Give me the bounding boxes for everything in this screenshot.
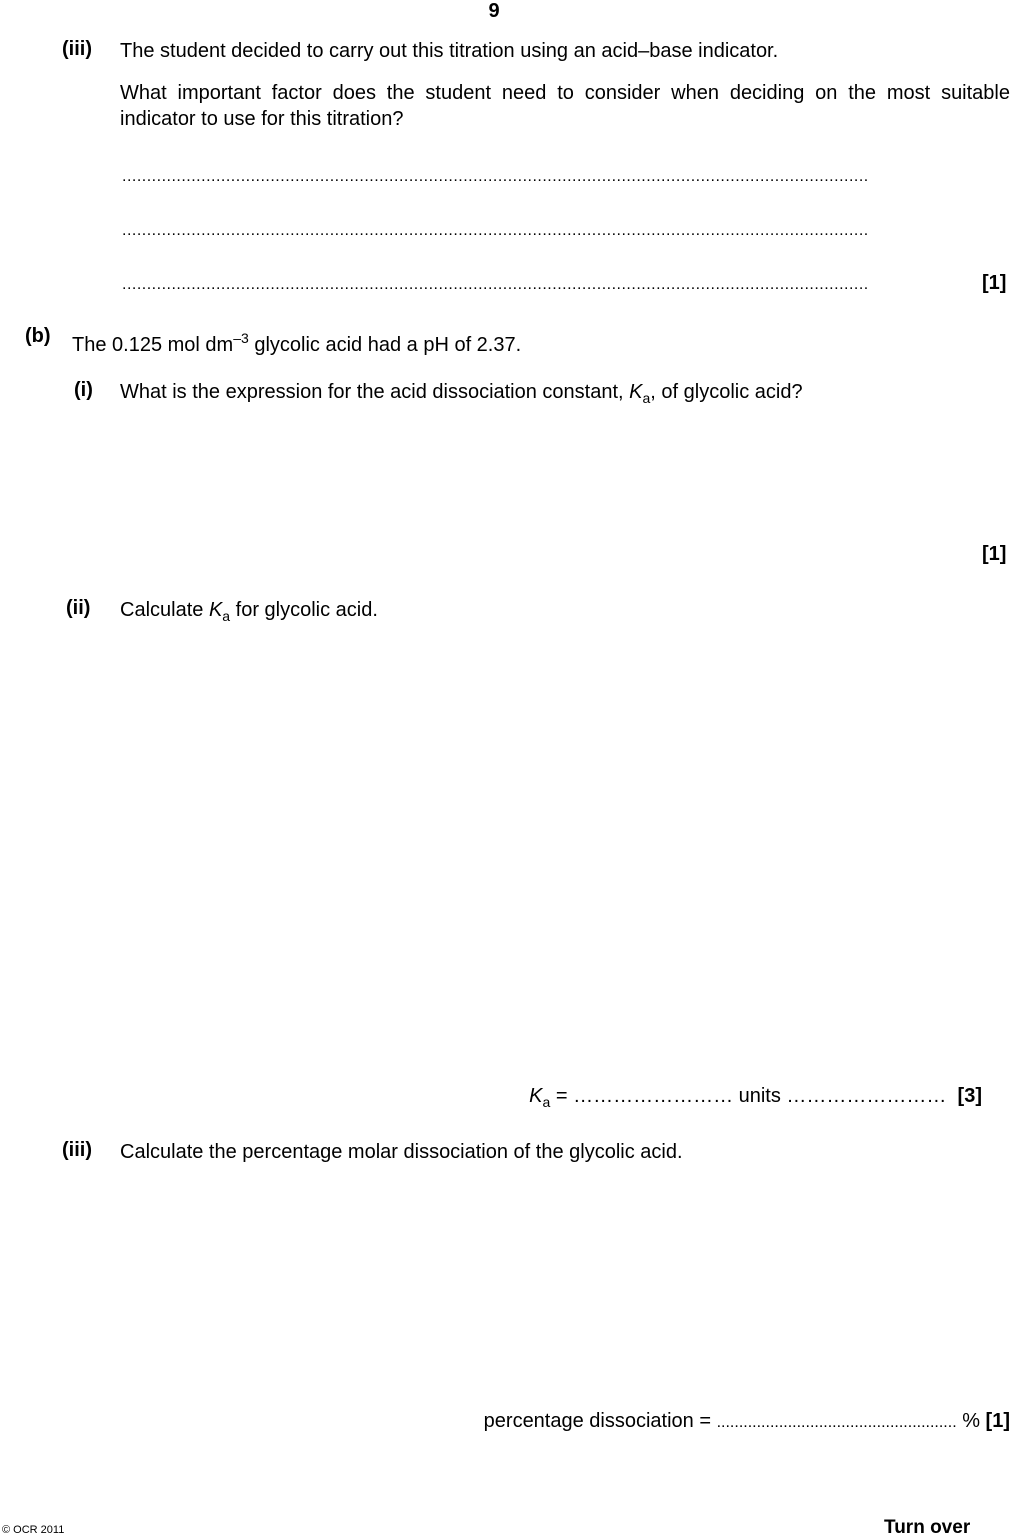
answer-line-2[interactable]: ....................................................................................................................................................... xyxy=(122,222,869,239)
turn-over: Turn over xyxy=(884,1517,971,1538)
question-label-b-iii: (iii) xyxy=(62,1139,92,1161)
units-value-field[interactable]: …………………… xyxy=(786,1085,947,1107)
marks-b-i: [1] xyxy=(982,543,1007,565)
units-label: units xyxy=(733,1085,787,1107)
marks-a-iii: [1] xyxy=(982,272,1007,294)
marks-b-ii: [3] xyxy=(957,1085,982,1107)
question-text-b xyxy=(72,325,972,358)
question-label-b: (b) xyxy=(25,325,51,347)
answer-line-1[interactable]: ....................................................................................................................................................... xyxy=(122,168,869,185)
answer-equals: = xyxy=(550,1085,574,1107)
answer-ka-symbol: K xyxy=(529,1085,543,1107)
question-text-b-i-after: , of glycolic acid? xyxy=(650,381,803,403)
page-number: 9 xyxy=(488,0,500,22)
question-text-a-iii-line2: What important factor does the student need to consider when deciding on the most suitable indicator to use for this titration? xyxy=(120,82,1010,130)
answer-line-3[interactable]: ....................................................................................................................................................... xyxy=(122,276,869,293)
question-text-b-i xyxy=(120,379,1000,411)
question-text-b-before: The 0.125 mol dm xyxy=(72,334,234,356)
working-space-b-iii[interactable] xyxy=(120,1180,1000,1380)
question-text-a-iii-line1: The student decided to carry out this titration using an acid–base indicator. xyxy=(120,40,779,62)
question-text-b-superscript: –3 xyxy=(233,330,249,346)
ka-symbol: K xyxy=(629,381,643,403)
ka-subscript: a xyxy=(642,390,651,406)
question-text-b-iii: Calculate the percentage molar dissociation of the glycolic acid. xyxy=(120,1141,683,1163)
percentage-unit: % xyxy=(956,1410,980,1432)
working-space-b-ii[interactable] xyxy=(120,640,1000,1060)
question-label-a-iii: (iii) xyxy=(62,38,92,60)
percentage-label: percentage dissociation = xyxy=(483,1410,717,1432)
ka-subscript: a xyxy=(222,608,231,624)
question-text-b-i-before: What is the expression for the acid dissociation constant, xyxy=(120,381,630,403)
question-label-b-ii: (ii) xyxy=(66,597,91,619)
question-text-b-ii-after: for glycolic acid. xyxy=(230,599,378,621)
question-label-b-i: (i) xyxy=(74,379,93,401)
answer-line-ka xyxy=(529,1083,982,1115)
copyright: © OCR 2011 xyxy=(2,1524,65,1536)
question-text-b-after: glycolic acid had a pH of 2.37. xyxy=(248,334,522,356)
question-text-b-ii xyxy=(120,597,1000,629)
ka-symbol: K xyxy=(208,599,223,621)
answer-line-percentage xyxy=(484,1408,1010,1436)
answer-ka-subscript: a xyxy=(542,1094,551,1110)
percentage-value-field[interactable]: ...................................................... xyxy=(716,1414,957,1431)
question-text-b-ii-before: Calculate xyxy=(120,599,209,621)
answer-space-b-i[interactable] xyxy=(120,420,1000,530)
ka-value-field[interactable]: …………………… xyxy=(573,1085,734,1107)
marks-b-iii: [1] xyxy=(985,1410,1010,1432)
